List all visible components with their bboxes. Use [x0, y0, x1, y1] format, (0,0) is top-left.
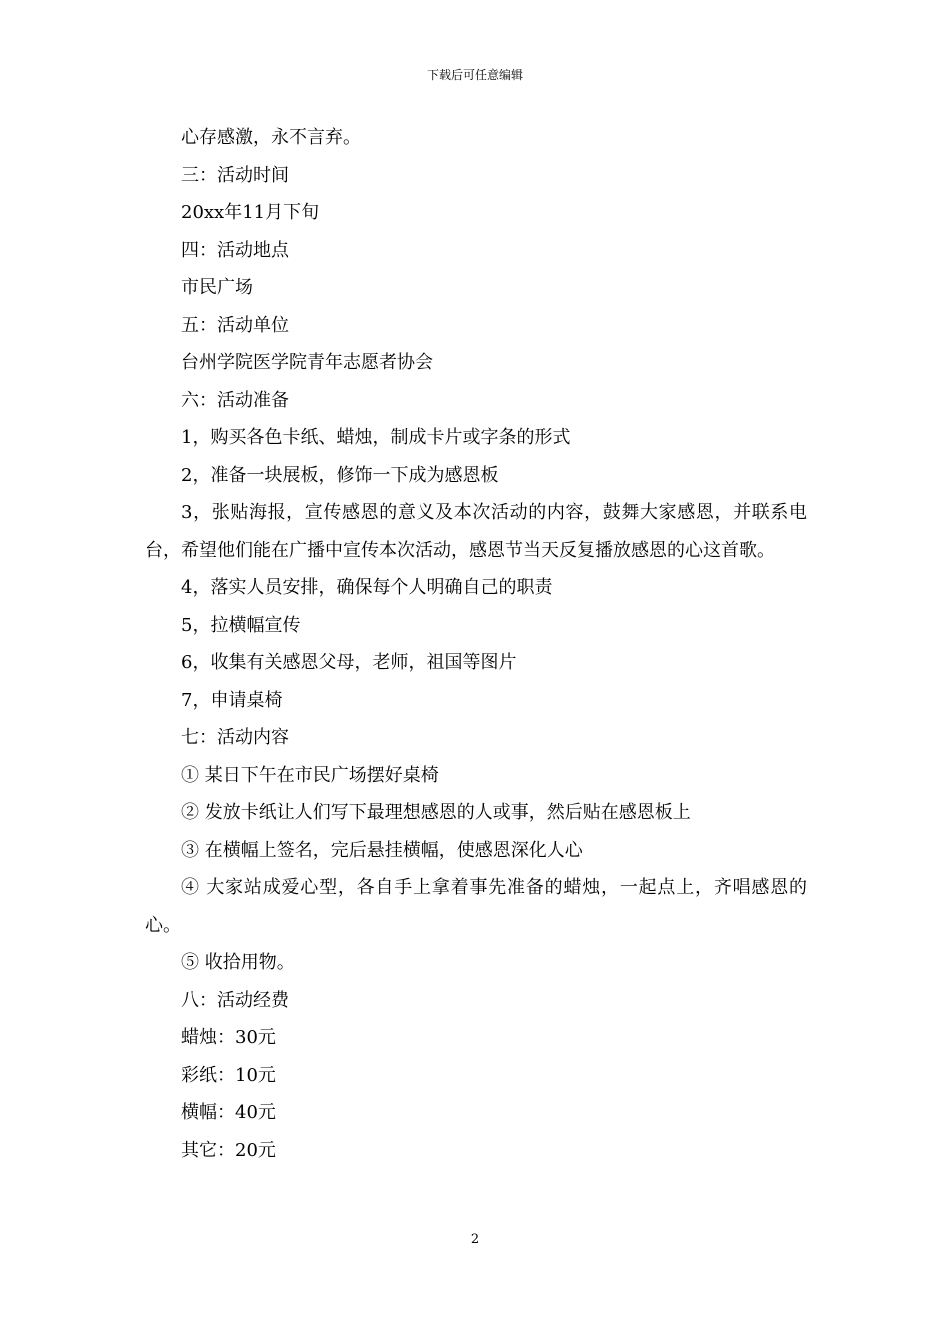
paragraph-activity-unit: 台州学院医学院青年志愿者协会 — [181, 352, 433, 373]
list-item: 7，申请桌椅 — [181, 689, 283, 711]
list-item: ② 发放卡纸让人们写下最理想感恩的人或事，然后贴在感恩板上 — [181, 802, 691, 823]
list-item: ⑤ 收拾用物。 — [181, 952, 295, 973]
document-body — [145, 119, 807, 1169]
heading-activity-time: 三：活动时间 — [181, 164, 289, 186]
heading-activity-budget: 八：活动经费 — [181, 989, 289, 1011]
list-item: 5，拉横幅宣传 — [181, 614, 301, 636]
budget-item: 横幅：40元 — [181, 1102, 276, 1123]
heading-activity-preparation: 六：活动准备 — [181, 389, 289, 411]
budget-item: 其它：20元 — [181, 1139, 276, 1161]
list-item: 6，收集有关感恩父母，老师，祖国等图片 — [181, 652, 517, 673]
budget-item: 彩纸：10元 — [181, 1064, 276, 1086]
list-item: ① 某日下午在市民广场摆好桌椅 — [181, 764, 439, 786]
paragraph-activity-location: 市民广场 — [181, 277, 253, 298]
list-item: 1，购买各色卡纸、蜡烛，制成卡片或字条的形式 — [181, 427, 571, 448]
list-item: 4，落实人员安排，确保每个人明确自己的职责 — [181, 577, 553, 598]
list-item: ④ 大家站成爱心型，各自手上拿着事先准备的蜡烛，一起点上，齐唱感恩的心。 — [145, 877, 807, 936]
heading-activity-content: 七：活动内容 — [181, 727, 289, 748]
heading-activity-unit: 五：活动单位 — [181, 314, 289, 336]
budget-item: 蜡烛：30元 — [181, 1027, 276, 1048]
page-number: 2 — [470, 1232, 480, 1247]
page-header: 下载后可任意编辑 — [426, 68, 523, 82]
list-item: 2，准备一块展板，修饰一下成为感恩板 — [181, 464, 499, 486]
heading-activity-location: 四：活动地点 — [181, 239, 289, 261]
list-item: ③ 在横幅上签名，完后悬挂横幅，使感恩深化人心 — [181, 839, 583, 861]
paragraph-closing-motto: 心存感激，永不言弃。 — [181, 127, 361, 148]
paragraph-activity-time: 20xx年11月下旬 — [181, 202, 320, 223]
list-item: 3，张贴海报，宣传感恩的意义及本次活动的内容，鼓舞大家感恩，并联系电台，希望他们能在广播中宣传本次活动，感恩节当天反复播放感恩的心这首歌。 — [145, 502, 807, 561]
